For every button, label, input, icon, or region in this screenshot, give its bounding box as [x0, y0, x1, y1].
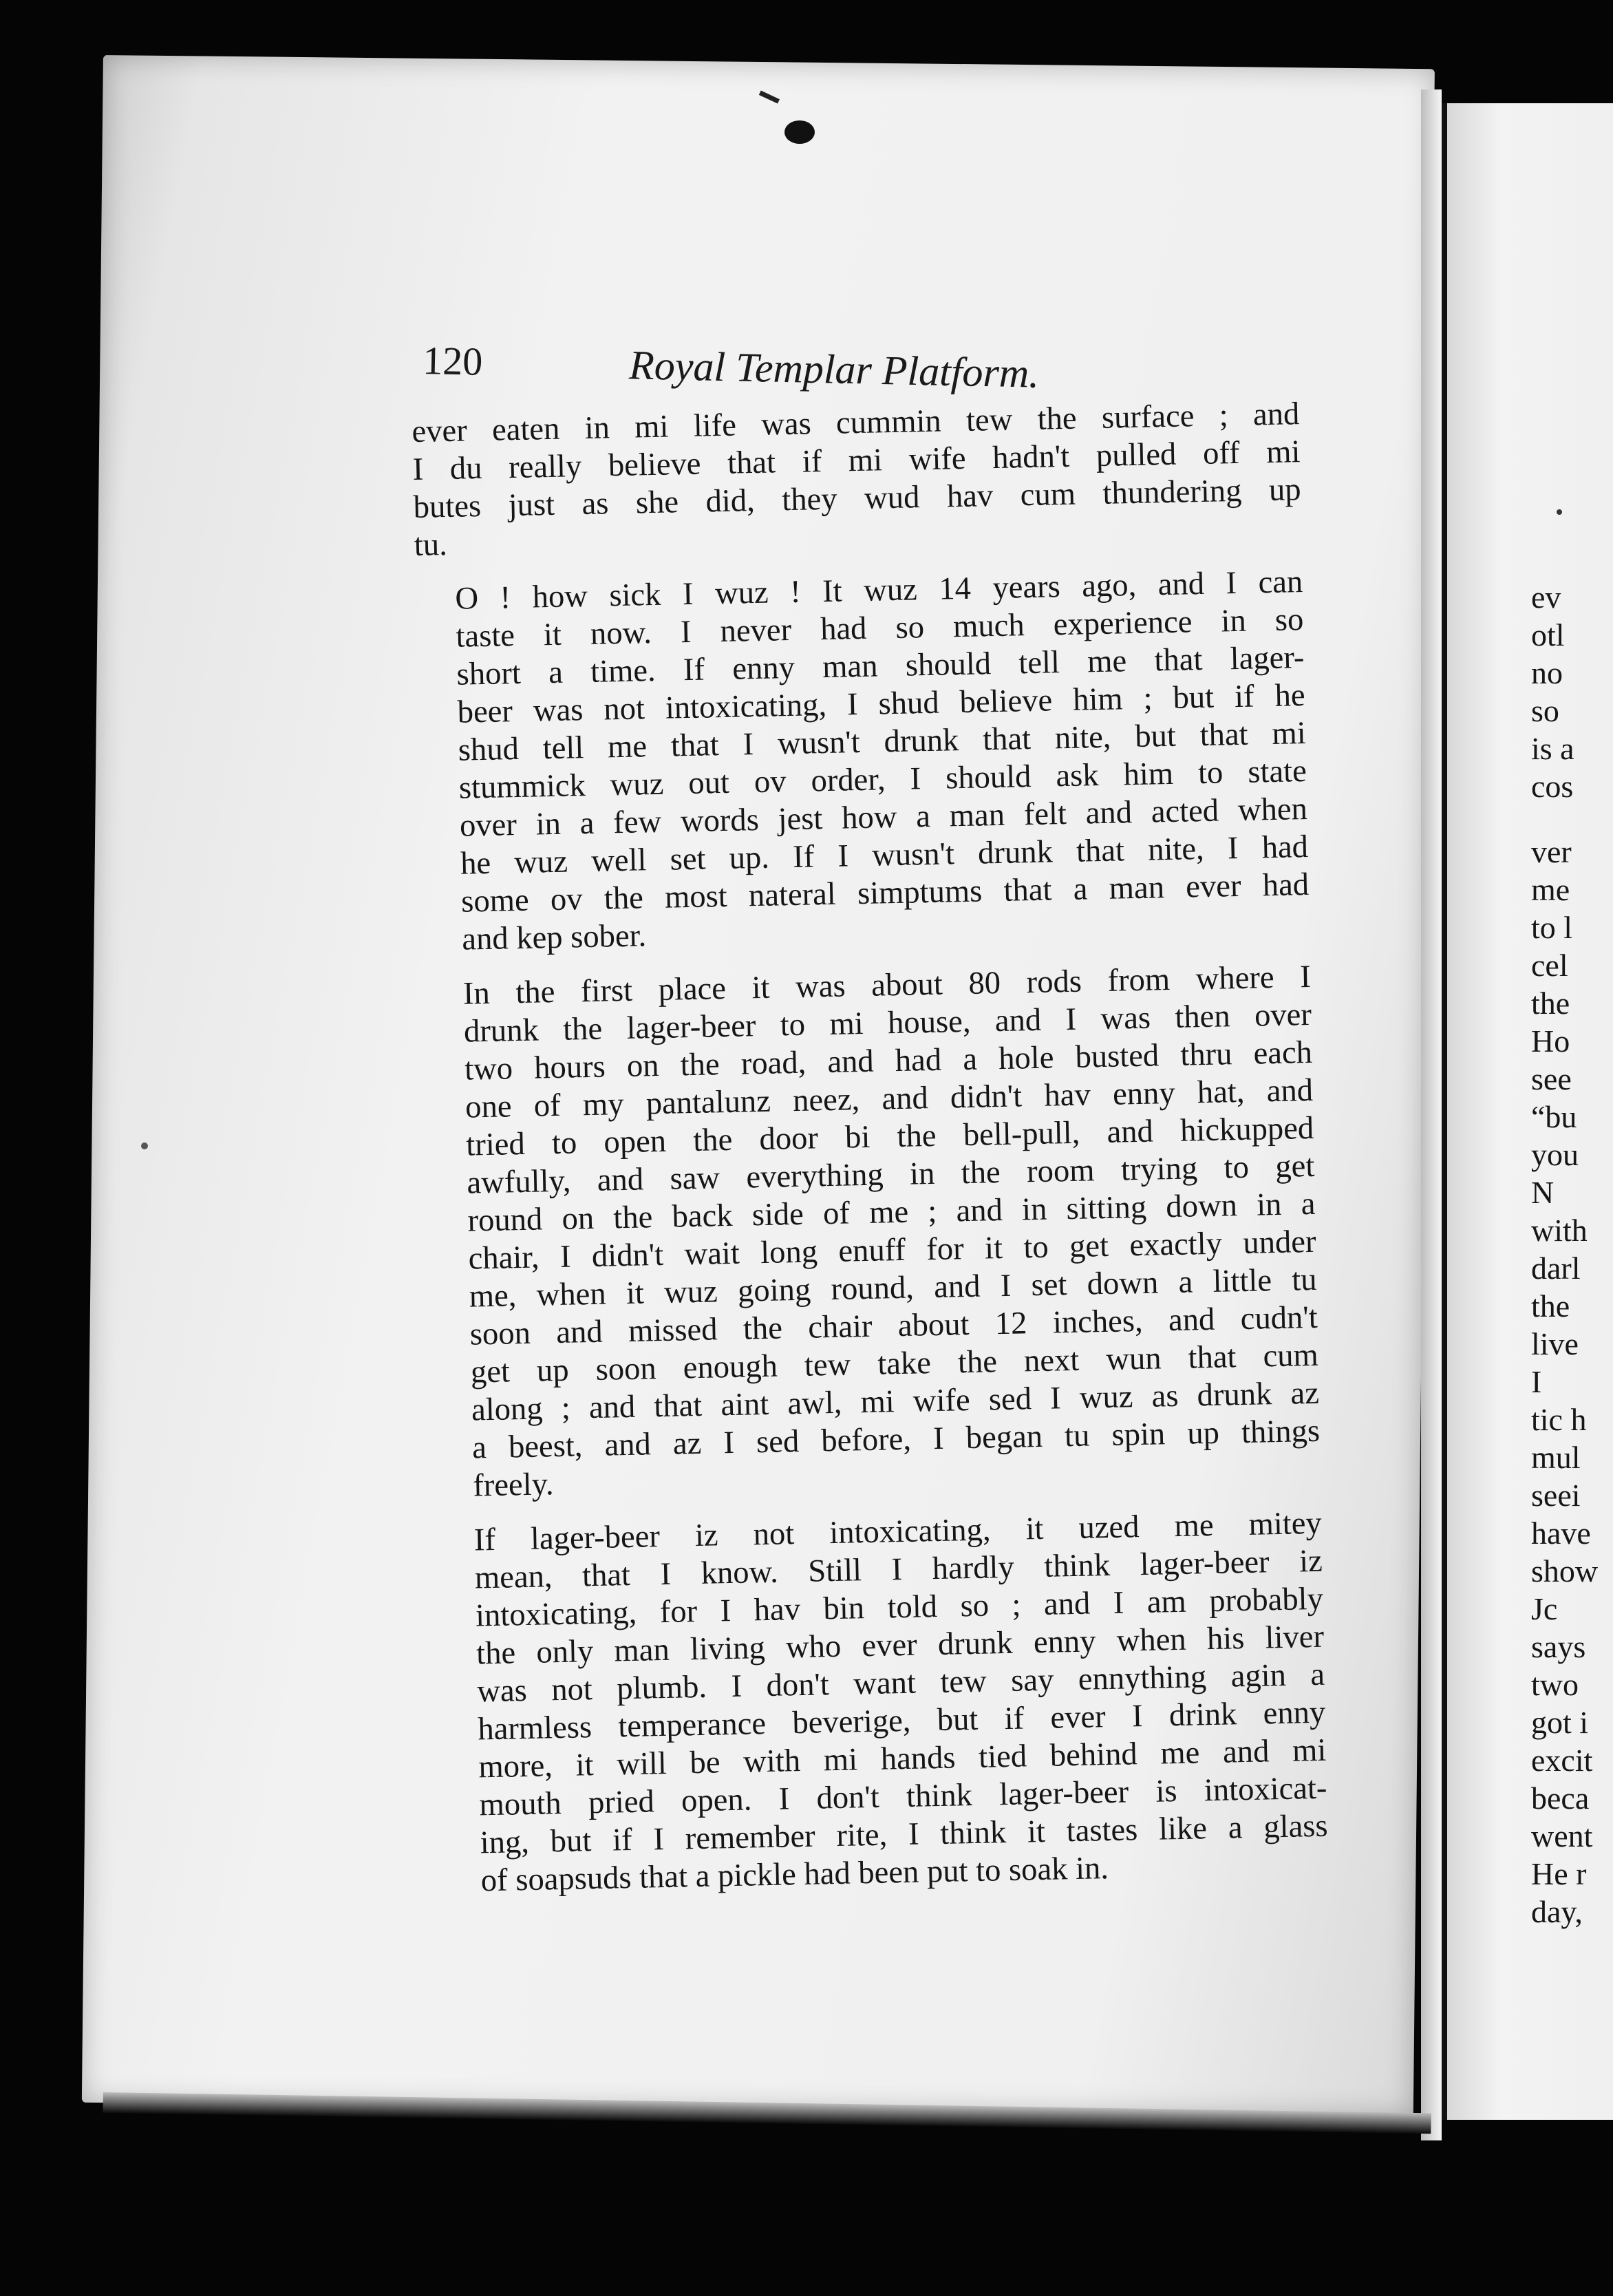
text-line: of soapsuds that a pickle had been put to soak in.: [480, 1850, 1109, 1899]
text-line: stummick wuz out ov order, I should ask him to state: [458, 753, 1307, 806]
text-line: I du really believe that if mi wife hadn't pulled off mi: [412, 434, 1301, 487]
text-line: shud tell me that I wusn't drunk that nite, but that mi: [458, 715, 1307, 768]
facing-page-line: mul: [1531, 1440, 1581, 1475]
text-line: ing, but if I remember rite, I think it tastes like a glass: [480, 1807, 1328, 1861]
text-line: the only man living who ever drunk enny when his liver: [476, 1618, 1325, 1672]
facing-page-line: you: [1531, 1137, 1579, 1172]
text-line: and kep sober.: [461, 917, 647, 957]
facing-page-line: went: [1531, 1818, 1593, 1853]
facing-page-line: with: [1531, 1213, 1588, 1248]
text-line: O ! how sick I wuz ! It wuz 14 years ago, and I can: [454, 564, 1303, 617]
facing-page-line: ev: [1531, 580, 1561, 615]
text-line: mouth pried open. I don't think lager-beer is intoxicat-: [479, 1769, 1327, 1823]
text-line: was not plumb. I don't want tew say ennything agin a: [476, 1656, 1325, 1710]
facing-page-line: Jc: [1531, 1591, 1558, 1626]
facing-page-line: so: [1531, 693, 1559, 728]
facing-page-line: beca: [1531, 1781, 1590, 1816]
text-line: harmless temperance beverige, but if ever I drink enny: [477, 1694, 1326, 1747]
page-number: 120: [422, 337, 483, 384]
text-line: taste it now. I never had so much experience in so: [456, 602, 1304, 655]
text-line: two hours on the road, and had a hole busted thru each: [464, 1034, 1313, 1087]
facing-page-line: excit: [1531, 1743, 1593, 1778]
text-line: short a time. If enny man should tell me that lager-: [456, 639, 1305, 692]
facing-page-line: show: [1531, 1553, 1599, 1588]
facing-page-text: [1531, 578, 1613, 1931]
facing-page-line: otl: [1531, 617, 1565, 652]
facing-page-line: tic h: [1531, 1402, 1587, 1437]
text-line: round on the back side of me ; and in sitting down in a: [467, 1185, 1316, 1239]
facing-page-line: darl: [1531, 1251, 1581, 1286]
facing-page-line: He r: [1531, 1856, 1587, 1891]
facing-page-line: I: [1531, 1364, 1542, 1399]
facing-page-line: no: [1531, 655, 1563, 690]
text-line: over in a few words jest how a man felt and acted when: [459, 790, 1308, 844]
text-line: beer was not intoxicating, I shud believe him ; but if he: [457, 677, 1306, 730]
dust-speck: [1557, 509, 1562, 515]
text-line: me, when it wuz going round, and I set down a little tu: [469, 1261, 1318, 1315]
text-line: some ov the most nateral simptums that a man ever had: [460, 866, 1310, 920]
text-line: mean, that I know. Still I hardly think lager-beer iz: [474, 1542, 1323, 1596]
text-line: chair, I didn't wait long enuff for it to get exactly under: [468, 1223, 1316, 1277]
book-gutter: [1421, 89, 1442, 2140]
paragraph: [415, 563, 1310, 959]
facing-page-line: N: [1531, 1175, 1555, 1210]
text-line: tu.: [414, 527, 448, 563]
facing-page-line: got i: [1531, 1705, 1589, 1740]
facing-page-line: “bu: [1531, 1099, 1577, 1134]
facing-page-line: see: [1531, 1061, 1572, 1096]
text-line: ever eaten in mi life was cummin tew the surface ; and: [412, 396, 1300, 449]
paragraph: [434, 1505, 1329, 1901]
text-line: one of my pantalunz neez, and didn't hav enny hat, and: [464, 1072, 1314, 1125]
facing-page-line: have: [1531, 1516, 1591, 1551]
facing-page-line: seei: [1531, 1478, 1581, 1513]
facing-page-line: ver: [1531, 834, 1572, 869]
paragraph: [412, 395, 1302, 564]
text-line: butes just as she did, they wud hav cum thundering up: [413, 471, 1302, 525]
body-text: [412, 395, 1329, 1917]
facing-page-line: me: [1531, 872, 1570, 907]
paragraph: [423, 958, 1321, 1506]
text-line: along ; and that aint awl, mi wife sed I wuz as drunk az: [471, 1374, 1320, 1428]
text-line: get up soon enough tew take the next wun that cum: [470, 1337, 1319, 1390]
text-line: freely.: [472, 1466, 555, 1504]
facing-page-line: the: [1531, 986, 1570, 1021]
text-line: intoxicating, for I hav bin told so ; and I am probably: [475, 1580, 1324, 1634]
facing-page-line: cos: [1531, 769, 1574, 804]
running-title: Royal Templar Platform.: [628, 342, 1040, 396]
facing-page-line: cel: [1531, 948, 1568, 983]
ink-blot: [784, 120, 815, 144]
text-line: he wuz well set up. If I wusn't drunk that nite, I had: [460, 828, 1309, 882]
facing-page-line: is a: [1531, 731, 1574, 766]
facing-page-line: two: [1531, 1667, 1579, 1702]
facing-page-line: Ho: [1531, 1023, 1570, 1059]
text-line: more, it will be with mi hands tied behind me and mi: [478, 1732, 1327, 1785]
dust-speck: [141, 1142, 148, 1149]
text-line: soon and missed the chair about 12 inches, and cudn't: [469, 1299, 1318, 1352]
text-line: If lager-beer iz not intoxicating, it uzed me mitey: [473, 1505, 1323, 1558]
facing-page-line: the: [1531, 1288, 1570, 1324]
text-line: a beest, and az I sed before, I began tu spin up things: [471, 1412, 1321, 1466]
facing-page-line: says: [1531, 1629, 1586, 1664]
facing-page-line: [1531, 805, 1613, 833]
facing-page-line: to l: [1531, 910, 1573, 945]
text-line: awfully, and saw everything in the room trying to get: [466, 1147, 1315, 1201]
text-line: drunk the lager-beer to mi house, and I was then over: [463, 996, 1312, 1050]
facing-page-line: live: [1531, 1326, 1579, 1361]
facing-page-line: day,: [1531, 1894, 1583, 1929]
text-line: tried to open the door bi the bell-pull, and hickupped: [465, 1109, 1314, 1163]
text-line: In the first place it was about 80 rods from where I: [462, 958, 1312, 1012]
